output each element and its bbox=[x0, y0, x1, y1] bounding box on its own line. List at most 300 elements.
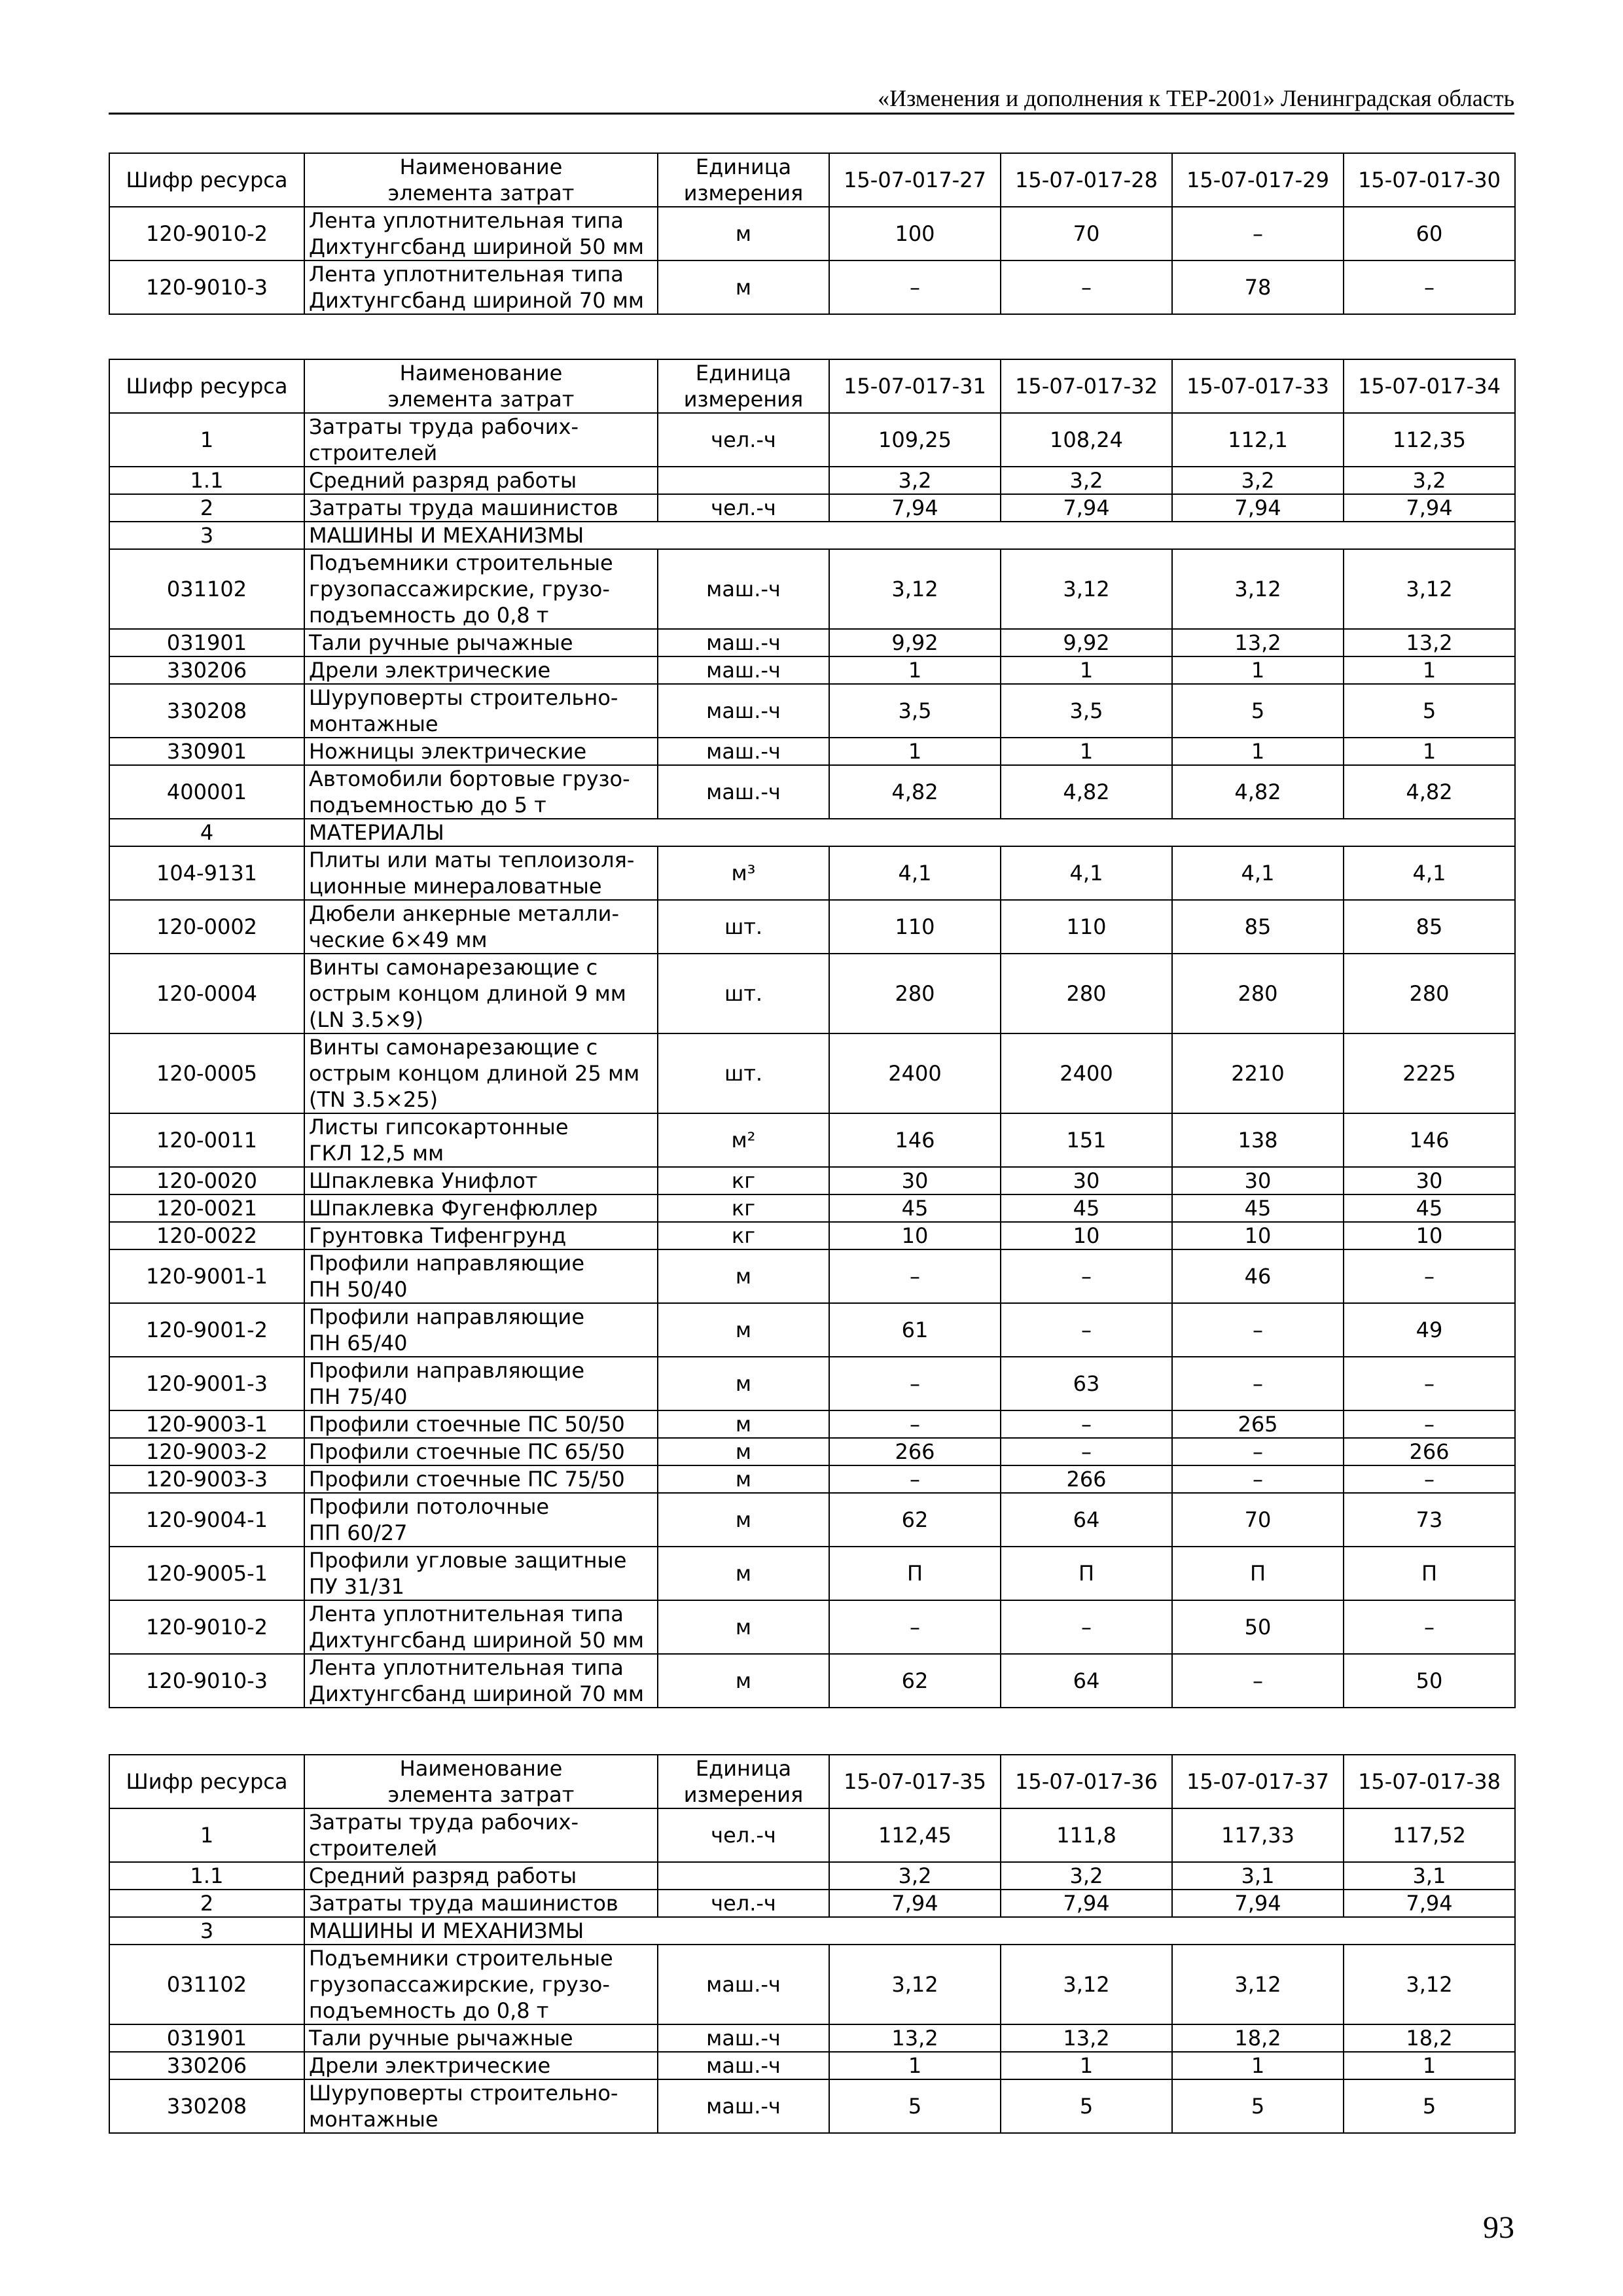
table-row bbox=[109, 467, 1515, 494]
row-name-line: Лента уплотнительная типа bbox=[309, 1655, 624, 1680]
row-unit: кг bbox=[658, 1222, 829, 1249]
row-value: П bbox=[1172, 1547, 1344, 1600]
row-value: 13,2 bbox=[1344, 629, 1515, 656]
row-code: 120-9010-2 bbox=[109, 207, 304, 260]
row-name-line: Тали ручные рычажные bbox=[309, 2026, 573, 2051]
table-row bbox=[109, 1945, 1515, 2024]
row-code: 1 bbox=[109, 413, 304, 467]
row-value: 112,35 bbox=[1344, 413, 1515, 467]
row-code: 120-9010-2 bbox=[109, 1600, 304, 1654]
row-value: 7,94 bbox=[1172, 494, 1344, 522]
row-value: 7,94 bbox=[1344, 1890, 1515, 1917]
row-value: 2400 bbox=[829, 1033, 1001, 1113]
row-value: – bbox=[1344, 1249, 1515, 1303]
row-value: 110 bbox=[1001, 900, 1172, 954]
row-value: 265 bbox=[1172, 1410, 1344, 1438]
row-unit: м bbox=[658, 1438, 829, 1465]
row-name-line: Подъемники строительные bbox=[309, 1946, 613, 1971]
header-name-line: Наименование bbox=[399, 154, 563, 179]
row-value: 45 bbox=[1344, 1194, 1515, 1222]
row-name-line: Профили направляющие bbox=[309, 1304, 585, 1329]
header-code: Шифр ресурса bbox=[109, 359, 304, 413]
row-value: 7,94 bbox=[1172, 1890, 1344, 1917]
row-name-line: ПП 60/27 bbox=[309, 1520, 408, 1545]
row-name-line: Затраты труда машинистов bbox=[309, 1891, 618, 1916]
row-value: – bbox=[1001, 1600, 1172, 1654]
row-value: 3,2 bbox=[1172, 467, 1344, 494]
row-name-line: Дихтунгсбанд шириной 50 мм bbox=[309, 234, 645, 259]
row-code: 330208 bbox=[109, 684, 304, 738]
row-value: 3,12 bbox=[1344, 549, 1515, 629]
row-value: 13,2 bbox=[1172, 629, 1344, 656]
table-row bbox=[109, 1600, 1515, 1654]
row-name bbox=[304, 629, 658, 656]
row-name-line: Затраты труда машинистов bbox=[309, 495, 618, 520]
row-name bbox=[304, 467, 658, 494]
row-value: 1 bbox=[1001, 738, 1172, 765]
table-row bbox=[109, 1890, 1515, 1917]
table-row bbox=[109, 1113, 1515, 1167]
row-name bbox=[304, 207, 658, 260]
row-name bbox=[304, 684, 658, 738]
row-value: – bbox=[829, 1465, 1001, 1493]
row-value: 45 bbox=[1172, 1194, 1344, 1222]
row-value: – bbox=[1172, 1357, 1344, 1410]
header-unit-line: Единица bbox=[695, 154, 792, 179]
header-unit bbox=[658, 1755, 829, 1808]
header-column: 15-07-017-33 bbox=[1172, 359, 1344, 413]
row-unit: м bbox=[658, 1654, 829, 1708]
header-column: 15-07-017-38 bbox=[1344, 1755, 1515, 1808]
row-name-line: ПН 75/40 bbox=[309, 1384, 408, 1409]
row-name-line: грузопассажирские, грузо- bbox=[309, 1972, 610, 1997]
row-unit: маш.-ч bbox=[658, 2024, 829, 2052]
row-name bbox=[304, 1303, 658, 1357]
row-value: 46 bbox=[1172, 1249, 1344, 1303]
header-code: Шифр ресурса bbox=[109, 1755, 304, 1808]
table-row bbox=[109, 1249, 1515, 1303]
header-column: 15-07-017-37 bbox=[1172, 1755, 1344, 1808]
row-value: 280 bbox=[829, 954, 1001, 1033]
row-value: 7,94 bbox=[1344, 494, 1515, 522]
row-value: 4,1 bbox=[829, 846, 1001, 900]
row-value: 50 bbox=[1172, 1600, 1344, 1654]
row-value: 70 bbox=[1172, 1493, 1344, 1547]
header-unit bbox=[658, 359, 829, 413]
row-name bbox=[304, 1222, 658, 1249]
row-name bbox=[304, 2079, 658, 2133]
row-unit: кг bbox=[658, 1167, 829, 1194]
row-name bbox=[304, 1194, 658, 1222]
row-name-line: ческие 6×49 мм bbox=[309, 927, 488, 952]
section-row bbox=[109, 1917, 1515, 1945]
row-value: – bbox=[1344, 260, 1515, 314]
row-name-line: грузопассажирские, грузо- bbox=[309, 577, 610, 601]
row-code: 120-9003-1 bbox=[109, 1410, 304, 1438]
row-unit: маш.-ч bbox=[658, 765, 829, 819]
row-value: – bbox=[1172, 1438, 1344, 1465]
row-unit: маш.-ч bbox=[658, 2052, 829, 2079]
row-value: 5 bbox=[1344, 684, 1515, 738]
row-name-line: Профили стоечные ПС 65/50 bbox=[309, 1439, 625, 1464]
row-name-line: Дихтунгсбанд шириной 70 мм bbox=[309, 1681, 645, 1706]
row-value: – bbox=[1172, 207, 1344, 260]
row-unit: м² bbox=[658, 1113, 829, 1167]
row-value: 117,52 bbox=[1344, 1808, 1515, 1862]
row-name bbox=[304, 549, 658, 629]
row-value: 1 bbox=[829, 738, 1001, 765]
row-name-line: Средний разряд работы bbox=[309, 468, 577, 493]
row-name-line: Профили направляющие bbox=[309, 1251, 585, 1276]
row-unit: м³ bbox=[658, 846, 829, 900]
row-name-line: ционные минераловатные bbox=[309, 874, 602, 899]
row-value: 9,92 bbox=[1001, 629, 1172, 656]
row-name-line: острым концом длиной 25 мм bbox=[309, 1061, 640, 1086]
table-row bbox=[109, 629, 1515, 656]
row-name-line: Шпаклевка Унифлот bbox=[309, 1168, 538, 1193]
table-row bbox=[109, 549, 1515, 629]
row-code: 120-9001-3 bbox=[109, 1357, 304, 1410]
row-unit: м bbox=[658, 260, 829, 314]
row-value: 1 bbox=[829, 2052, 1001, 2079]
row-value: 3,2 bbox=[1001, 1862, 1172, 1890]
table-row bbox=[109, 2079, 1515, 2133]
row-value: 3,2 bbox=[829, 467, 1001, 494]
table-row bbox=[109, 494, 1515, 522]
row-name bbox=[304, 738, 658, 765]
row-value: 151 bbox=[1001, 1113, 1172, 1167]
row-code: 330901 bbox=[109, 738, 304, 765]
row-code: 1.1 bbox=[109, 467, 304, 494]
row-unit: м bbox=[658, 1493, 829, 1547]
row-value: 4,82 bbox=[1344, 765, 1515, 819]
row-name-line: ГКЛ 12,5 мм bbox=[309, 1141, 444, 1166]
row-name-line: подъемность до 0,8 т bbox=[309, 1998, 549, 2023]
row-unit: м bbox=[658, 1600, 829, 1654]
row-code: 120-0005 bbox=[109, 1033, 304, 1113]
row-code: 104-9131 bbox=[109, 846, 304, 900]
row-value: 18,2 bbox=[1172, 2024, 1344, 2052]
row-value: 117,33 bbox=[1172, 1808, 1344, 1862]
row-value: 10 bbox=[829, 1222, 1001, 1249]
row-value: 1 bbox=[1344, 738, 1515, 765]
row-value: 63 bbox=[1001, 1357, 1172, 1410]
row-name bbox=[304, 954, 658, 1033]
row-name bbox=[304, 1410, 658, 1438]
row-code: 330208 bbox=[109, 2079, 304, 2133]
header-name-line: элемента затрат bbox=[387, 387, 575, 412]
row-name-line: Средний разряд работы bbox=[309, 1863, 577, 1888]
row-code: 3 bbox=[109, 1917, 304, 1945]
row-value: 18,2 bbox=[1344, 2024, 1515, 2052]
row-name-line: Ножницы электрические bbox=[309, 739, 587, 764]
row-code: 031102 bbox=[109, 1945, 304, 2024]
table-row bbox=[109, 1033, 1515, 1113]
row-value: 280 bbox=[1172, 954, 1344, 1033]
row-value: 3,12 bbox=[1172, 549, 1344, 629]
row-code: 120-0020 bbox=[109, 1167, 304, 1194]
row-name-line: Винты самонарезающие с bbox=[309, 955, 598, 980]
section-row bbox=[109, 819, 1515, 846]
row-unit: м bbox=[658, 207, 829, 260]
row-value: – bbox=[1001, 1438, 1172, 1465]
table-row bbox=[109, 1438, 1515, 1465]
row-name-line: Профили стоечные ПС 50/50 bbox=[309, 1412, 625, 1437]
row-name-line: Профили потолочные bbox=[309, 1494, 550, 1519]
row-value: 4,82 bbox=[829, 765, 1001, 819]
row-name-line: Винты самонарезающие с bbox=[309, 1035, 598, 1060]
row-unit: маш.-ч bbox=[658, 629, 829, 656]
row-code: 120-9005-1 bbox=[109, 1547, 304, 1600]
row-unit: чел.-ч bbox=[658, 1808, 829, 1862]
row-code: 120-9010-3 bbox=[109, 260, 304, 314]
row-name bbox=[304, 765, 658, 819]
row-name bbox=[304, 494, 658, 522]
row-name bbox=[304, 1547, 658, 1600]
row-unit bbox=[658, 467, 829, 494]
section-title: МАШИНЫ И МЕХАНИЗМЫ bbox=[304, 1917, 1515, 1945]
header-code: Шифр ресурса bbox=[109, 153, 304, 207]
row-value: 5 bbox=[1172, 684, 1344, 738]
table-row bbox=[109, 1303, 1515, 1357]
row-value: 266 bbox=[1001, 1465, 1172, 1493]
row-code: 120-0004 bbox=[109, 954, 304, 1033]
row-value: 3,12 bbox=[1001, 549, 1172, 629]
row-name-line: Профили направляющие bbox=[309, 1358, 585, 1383]
row-value: 30 bbox=[1172, 1167, 1344, 1194]
header-name-line: элемента затрат bbox=[387, 1782, 575, 1807]
header-unit-line: Единица bbox=[695, 361, 792, 386]
row-value: 138 bbox=[1172, 1113, 1344, 1167]
row-name-line: Плиты или маты теплоизоля- bbox=[309, 848, 635, 872]
row-code: 1.1 bbox=[109, 1862, 304, 1890]
row-unit: маш.-ч bbox=[658, 738, 829, 765]
row-value: 3,5 bbox=[829, 684, 1001, 738]
row-name bbox=[304, 846, 658, 900]
table-header-row bbox=[109, 1755, 1515, 1808]
header-name bbox=[304, 153, 658, 207]
row-value: 45 bbox=[1001, 1194, 1172, 1222]
row-value: 85 bbox=[1172, 900, 1344, 954]
row-value: – bbox=[1344, 1357, 1515, 1410]
section-title: МАТЕРИАЛЫ bbox=[304, 819, 1515, 846]
row-name-line: монтажные bbox=[309, 2107, 438, 2132]
header-column: 15-07-017-31 bbox=[829, 359, 1001, 413]
row-name-line: Профили стоечные ПС 75/50 bbox=[309, 1467, 625, 1492]
row-value: 62 bbox=[829, 1654, 1001, 1708]
row-name-line: Дрели электрические bbox=[309, 2053, 551, 2078]
row-unit: маш.-ч bbox=[658, 656, 829, 684]
header-unit bbox=[658, 153, 829, 207]
row-value: 3,12 bbox=[1001, 1945, 1172, 2024]
row-name-line: Дихтунгсбанд шириной 50 мм bbox=[309, 1628, 645, 1653]
row-unit: м bbox=[658, 1357, 829, 1410]
row-value: 4,1 bbox=[1172, 846, 1344, 900]
row-name bbox=[304, 900, 658, 954]
row-unit: чел.-ч bbox=[658, 413, 829, 467]
row-unit: чел.-ч bbox=[658, 494, 829, 522]
table-row bbox=[109, 846, 1515, 900]
table-row bbox=[109, 954, 1515, 1033]
row-name-line: Листы гипсокартонные bbox=[309, 1115, 569, 1139]
row-name-line: Грунтовка Тифенгрунд bbox=[309, 1223, 567, 1248]
row-value: 50 bbox=[1344, 1654, 1515, 1708]
row-name bbox=[304, 1890, 658, 1917]
row-code: 120-0022 bbox=[109, 1222, 304, 1249]
row-value: – bbox=[1172, 1465, 1344, 1493]
header-column: 15-07-017-29 bbox=[1172, 153, 1344, 207]
row-name-line: монтажные bbox=[309, 711, 438, 736]
row-value: 13,2 bbox=[829, 2024, 1001, 2052]
row-name-line: Дюбели анкерные металли- bbox=[309, 901, 620, 926]
row-value: 280 bbox=[1001, 954, 1172, 1033]
row-value: 7,94 bbox=[1001, 1890, 1172, 1917]
row-name-line: ПН 65/40 bbox=[309, 1331, 408, 1355]
row-name bbox=[304, 1465, 658, 1493]
row-unit: маш.-ч bbox=[658, 549, 829, 629]
row-value: 4,1 bbox=[1001, 846, 1172, 900]
row-value: 30 bbox=[829, 1167, 1001, 1194]
row-name-line: Автомобили бортовые грузо- bbox=[309, 766, 630, 791]
row-name-line: ПН 50/40 bbox=[309, 1277, 408, 1302]
row-code: 031901 bbox=[109, 2024, 304, 2052]
row-value: – bbox=[1344, 1410, 1515, 1438]
row-value: 3,12 bbox=[1344, 1945, 1515, 2024]
row-name-line: Шуруповерты строительно- bbox=[309, 2081, 618, 2106]
row-value: 10 bbox=[1344, 1222, 1515, 1249]
row-value: 3,12 bbox=[829, 1945, 1001, 2024]
row-code: 120-0011 bbox=[109, 1113, 304, 1167]
resource-table-2 bbox=[109, 359, 1516, 1708]
row-code: 4 bbox=[109, 819, 304, 846]
row-value: 1 bbox=[1344, 656, 1515, 684]
row-name bbox=[304, 1167, 658, 1194]
row-value: 3,1 bbox=[1344, 1862, 1515, 1890]
row-name-line: Тали ручные рычажные bbox=[309, 630, 573, 655]
row-value: 7,94 bbox=[829, 494, 1001, 522]
table-row bbox=[109, 1222, 1515, 1249]
row-value: 1 bbox=[829, 656, 1001, 684]
table-row bbox=[109, 656, 1515, 684]
row-name-line: Лента уплотнительная типа bbox=[309, 208, 624, 233]
row-name-line: строителей bbox=[309, 1836, 438, 1861]
row-value: 78 bbox=[1172, 260, 1344, 314]
header-unit-line: Единица bbox=[695, 1756, 792, 1781]
row-name bbox=[304, 1113, 658, 1167]
row-value: 30 bbox=[1001, 1167, 1172, 1194]
row-code: 120-9001-2 bbox=[109, 1303, 304, 1357]
row-name bbox=[304, 1033, 658, 1113]
row-unit: кг bbox=[658, 1194, 829, 1222]
table-row bbox=[109, 207, 1515, 260]
header-unit-line: измерения bbox=[683, 387, 804, 412]
row-unit: чел.-ч bbox=[658, 1890, 829, 1917]
row-value: 5 bbox=[1172, 2079, 1344, 2133]
table-row bbox=[109, 1493, 1515, 1547]
table-row bbox=[109, 413, 1515, 467]
row-name-line: острым концом длиной 9 мм bbox=[309, 981, 626, 1006]
row-value: – bbox=[829, 1600, 1001, 1654]
row-value: 73 bbox=[1344, 1493, 1515, 1547]
row-name bbox=[304, 413, 658, 467]
row-code: 1 bbox=[109, 1808, 304, 1862]
row-unit: м bbox=[658, 1465, 829, 1493]
row-name-line: Затраты труда рабочих- bbox=[309, 1810, 579, 1835]
row-value: 3,2 bbox=[1001, 467, 1172, 494]
row-value: 1 bbox=[1172, 656, 1344, 684]
row-value: – bbox=[1001, 1249, 1172, 1303]
row-code: 400001 bbox=[109, 765, 304, 819]
row-name-line: ПУ 31/31 bbox=[309, 1574, 404, 1599]
row-value: 146 bbox=[829, 1113, 1001, 1167]
row-value: – bbox=[829, 1357, 1001, 1410]
table-row bbox=[109, 2024, 1515, 2052]
row-value: 3,2 bbox=[1344, 467, 1515, 494]
row-unit: маш.-ч bbox=[658, 684, 829, 738]
row-unit: шт. bbox=[658, 900, 829, 954]
resource-table-1 bbox=[109, 152, 1516, 315]
row-name-line: Шпаклевка Фугенфюллер bbox=[309, 1196, 598, 1221]
table-row bbox=[109, 1808, 1515, 1862]
row-code: 3 bbox=[109, 522, 304, 549]
row-value: 4,82 bbox=[1001, 765, 1172, 819]
row-value: 49 bbox=[1344, 1303, 1515, 1357]
header-unit-line: измерения bbox=[683, 181, 804, 206]
table-row bbox=[109, 1654, 1515, 1708]
header-unit-line: измерения bbox=[683, 1782, 804, 1807]
row-value: 85 bbox=[1344, 900, 1515, 954]
row-unit: маш.-ч bbox=[658, 1945, 829, 2024]
row-name bbox=[304, 656, 658, 684]
table-header-row bbox=[109, 359, 1515, 413]
row-value: – bbox=[1344, 1465, 1515, 1493]
table-row bbox=[109, 1410, 1515, 1438]
row-value: – bbox=[1172, 1303, 1344, 1357]
row-code: 2 bbox=[109, 494, 304, 522]
table-row bbox=[109, 2052, 1515, 2079]
table-row bbox=[109, 1357, 1515, 1410]
row-name-line: подъемностью до 5 т bbox=[309, 793, 546, 817]
row-code: 120-0002 bbox=[109, 900, 304, 954]
row-code: 120-9004-1 bbox=[109, 1493, 304, 1547]
row-value: 4,82 bbox=[1172, 765, 1344, 819]
header-column: 15-07-017-34 bbox=[1344, 359, 1515, 413]
row-value: 3,12 bbox=[1172, 1945, 1344, 2024]
row-unit: шт. bbox=[658, 954, 829, 1033]
row-name bbox=[304, 1438, 658, 1465]
row-value: – bbox=[1001, 260, 1172, 314]
row-name bbox=[304, 1945, 658, 2024]
row-value: 2210 bbox=[1172, 1033, 1344, 1113]
row-value: 7,94 bbox=[1001, 494, 1172, 522]
row-value: 2400 bbox=[1001, 1033, 1172, 1113]
row-value: 1 bbox=[1344, 2052, 1515, 2079]
table-row bbox=[109, 1167, 1515, 1194]
row-value: 109,25 bbox=[829, 413, 1001, 467]
row-value: 280 bbox=[1344, 954, 1515, 1033]
table-row bbox=[109, 738, 1515, 765]
row-unit: м bbox=[658, 1547, 829, 1600]
row-code: 330206 bbox=[109, 656, 304, 684]
table-row bbox=[109, 260, 1515, 314]
header-column: 15-07-017-36 bbox=[1001, 1755, 1172, 1808]
row-unit: шт. bbox=[658, 1033, 829, 1113]
row-name bbox=[304, 1654, 658, 1708]
row-code: 031102 bbox=[109, 549, 304, 629]
table-row bbox=[109, 1194, 1515, 1222]
row-value: 112,1 bbox=[1172, 413, 1344, 467]
row-value: 3,2 bbox=[829, 1862, 1001, 1890]
